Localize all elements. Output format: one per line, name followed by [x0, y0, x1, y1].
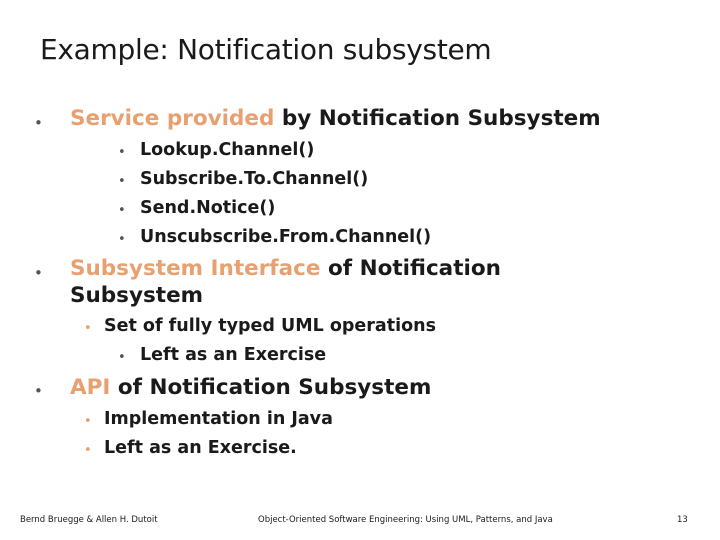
bullet-glyph: • — [34, 382, 43, 400]
section-interface-heading — [70, 256, 501, 281]
interface-heading-rest: of Notification — [320, 256, 501, 281]
slide-title: Example: Notification subsystem — [40, 33, 492, 66]
interface-subsub-item: Left as an Exercise — [140, 345, 327, 365]
service-item: Lookup.Channel() — [140, 140, 315, 160]
api-heading-rest: of Notification Subsystem — [110, 375, 432, 400]
service-item: Send.Notice() — [140, 198, 276, 218]
bullet-glyph: • — [84, 414, 92, 429]
api-highlight: API — [70, 375, 111, 400]
bullet-glyph: • — [118, 350, 126, 365]
footer-book-title: Object-Oriented Software Engineering: Using UML, Patterns, and Java — [258, 515, 553, 525]
interface-highlight: Subsystem Interface — [70, 256, 321, 281]
service-item: Subscribe.To.Channel() — [140, 169, 369, 189]
interface-heading-line2: Subsystem — [70, 283, 204, 308]
interface-sub-item: Set of fully typed UML operations — [104, 316, 437, 336]
section-api-heading — [70, 375, 431, 400]
api-item: Left as an Exercise. — [104, 438, 297, 458]
bullet-glyph: • — [34, 114, 43, 132]
bullet-glyph: • — [118, 174, 126, 189]
bullet-glyph: • — [118, 145, 126, 160]
service-highlight: Service provided — [70, 106, 275, 131]
service-heading-rest: by Notification Subsystem — [274, 106, 601, 131]
bullet-glyph: • — [84, 321, 92, 336]
footer-authors: Bernd Bruegge & Allen H. Dutoit — [20, 515, 158, 525]
section-service-heading — [70, 106, 601, 131]
bullet-glyph: • — [84, 443, 92, 458]
footer-page-number: 13 — [677, 515, 688, 525]
api-item: Implementation in Java — [104, 409, 333, 429]
bullet-glyph: • — [118, 203, 126, 218]
bullet-glyph: • — [118, 232, 126, 247]
bullet-glyph: • — [34, 264, 43, 282]
service-item: Unscubscribe.From.Channel() — [140, 227, 432, 247]
